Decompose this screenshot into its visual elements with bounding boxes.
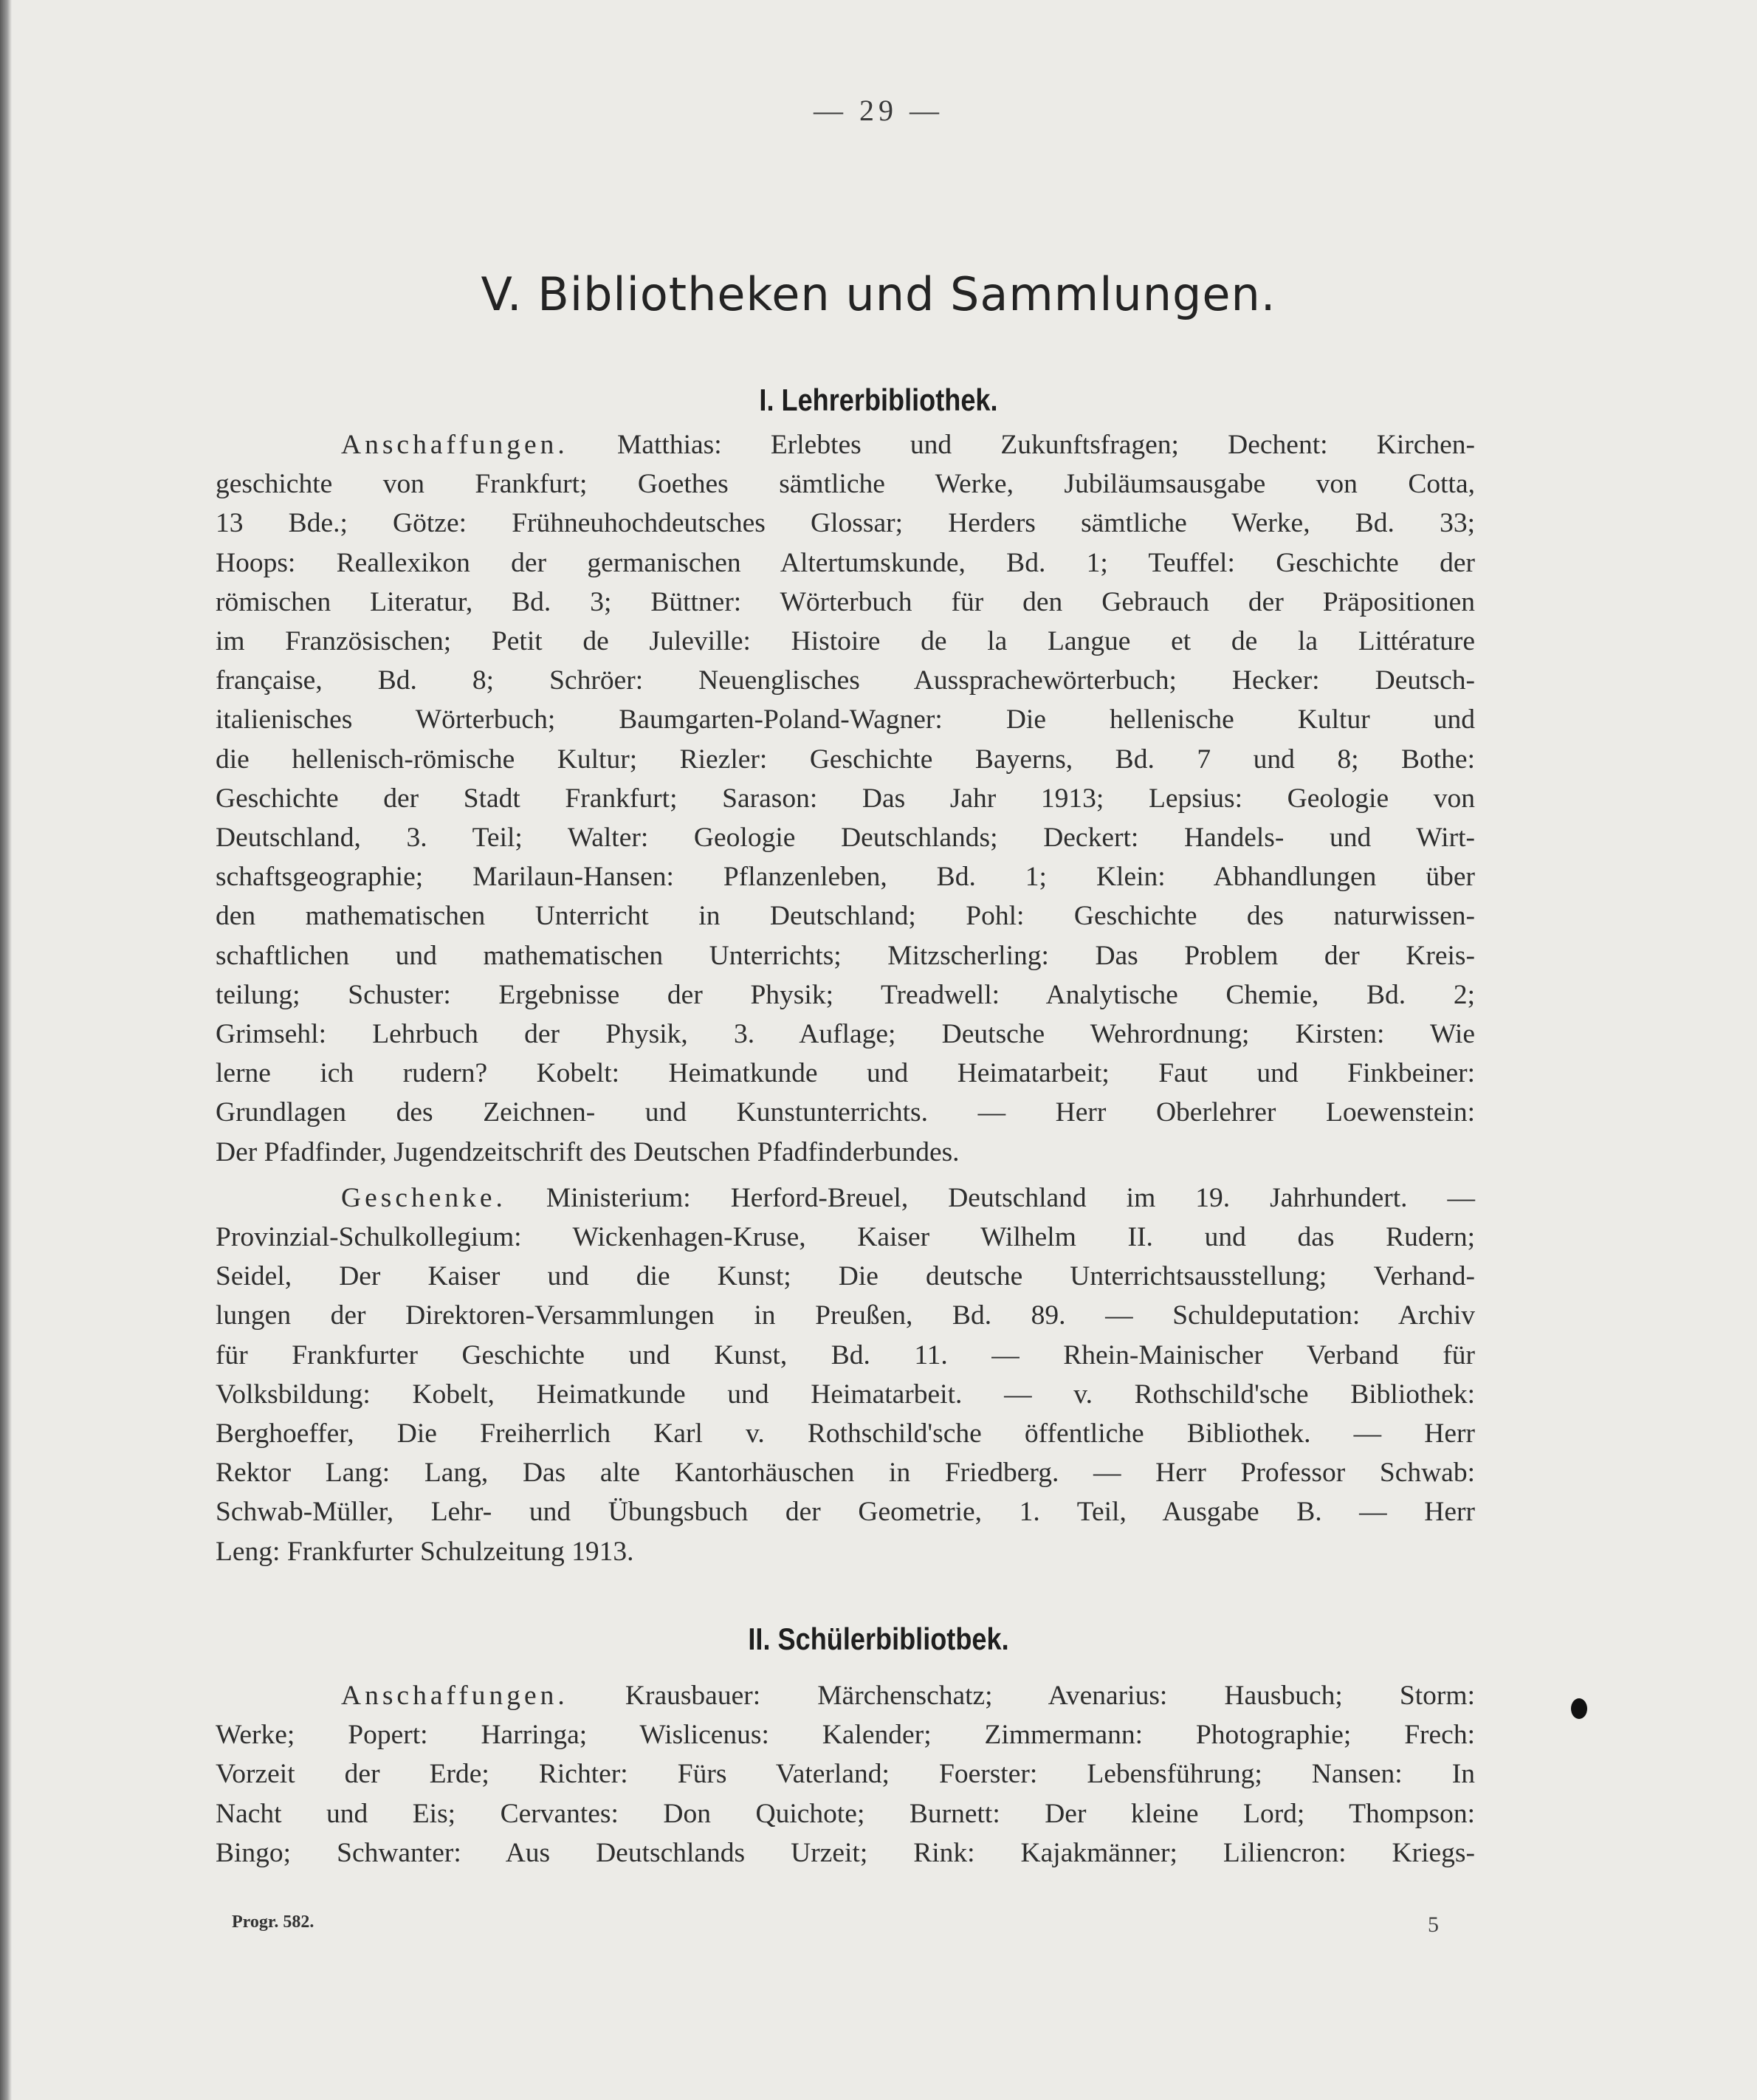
- text-line: française, Bd. 8; Schröer: Neuenglisches Aussprachewörterbuch; Hecker: Deutsch-: [216, 665, 1475, 696]
- text-line: Grimsehl: Lehrbuch der Physik, 3. Auflage; Deutsche Wehrordnung; Kirsten: Wie: [216, 1019, 1475, 1050]
- text-line: für Frankfurter Geschichte und Kunst, Bd. 11. — Rhein-Mainischer Verband für: [216, 1339, 1475, 1370]
- footer-program-number: Progr. 582.: [232, 1912, 314, 1932]
- text-line: Vorzeit der Erde; Richter: Fürs Vaterland; Foerster: Lebensführung; Nansen: In: [216, 1759, 1475, 1790]
- text-line: Grundlagen des Zeichnen- und Kunstunterrichts. — Herr Oberlehrer Loewenstein:: [216, 1097, 1475, 1128]
- text-line: geschichte von Frankfurt; Goethes sämtliche Werke, Jubiläumsausgabe von Cotta,: [216, 469, 1475, 500]
- text-line: Geschichte der Stadt Frankfurt; Sarason: Das Jahr 1913; Lepsius: Geologie von: [216, 783, 1475, 814]
- text-line: den mathematischen Unterricht in Deutschland; Pohl: Geschichte des naturwissen-: [216, 901, 1475, 932]
- text-line: die hellenisch-römische Kultur; Riezler: Geschichte Bayerns, Bd. 7 und 8; Bothe:: [216, 744, 1475, 775]
- text-line: Anschaffungen. Krausbauer: Märchenschatz; Avenarius: Hausbuch; Storm:: [341, 1681, 1475, 1711]
- text-line: Berghoeffer, Die Freiherrlich Karl v. Rothschild'sche öffentliche Bibliothek. — Herr: [216, 1418, 1475, 1449]
- footer-signature-mark: 5: [1428, 1912, 1439, 1937]
- text-line: Hoops: Reallexikon der germanischen Altertumskunde, Bd. 1; Teuffel: Geschichte der: [216, 547, 1475, 578]
- section-title-lehrerbibliothek: I. Lehrerbibliothek.: [759, 382, 998, 417]
- text-line: 13 Bde.; Götze: Frühneuhochdeutsches Glossar; Herders sämtliche Werke, Bd. 33;: [216, 508, 1475, 539]
- text-line: Leng: Frankfurter Schulzeitung 1913.: [216, 1536, 634, 1567]
- section-body-schuelerbibliothek: [216, 1676, 1475, 1873]
- section-body-lehrerbibliothek: [216, 425, 1475, 1571]
- text-line: schaftsgeographie; Marilaun-Hansen: Pflanzenleben, Bd. 1; Klein: Abhandlungen über: [216, 862, 1475, 893]
- lead-word-anschaffungen: Anschaffungen.: [341, 430, 568, 460]
- text-line: Rektor Lang: Lang, Das alte Kantorhäuschen in Friedberg. — Herr Professor Schwab:: [216, 1458, 1475, 1489]
- text-line: Anschaffungen. Matthias: Erlebtes und Zukunftsfragen; Dechent: Kirchen-: [341, 430, 1475, 460]
- text-line: Provinzial-Schulkollegium: Wickenhagen-Kruse, Kaiser Wilhelm II. und das Rudern;: [216, 1222, 1475, 1253]
- text-line: italienisches Wörterbuch; Baumgarten-Poland-Wagner: Die hellenische Kultur und: [216, 704, 1475, 735]
- text-line: Deutschland, 3. Teil; Walter: Geologie Deutschlands; Deckert: Handels- und Wirt-: [216, 823, 1475, 854]
- text-line: Schwab-Müller, Lehr- und Übungsbuch der Geometrie, 1. Teil, Ausgabe B. — Herr: [216, 1497, 1475, 1528]
- text-line: Bingo; Schwanter: Aus Deutschlands Urzeit; Rink: Kajakmänner; Liliencron: Kriegs-: [216, 1837, 1475, 1868]
- text-line: römischen Literatur, Bd. 3; Büttner: Wörterbuch für den Gebrauch der Präpositionen: [216, 586, 1475, 617]
- text-line: im Französischen; Petit de Juleville: Histoire de la Langue et de la Littérature: [216, 626, 1475, 657]
- text-line: Geschenke. Ministerium: Herford-Breuel, Deutschland im 19. Jahrhundert. —: [341, 1182, 1475, 1213]
- text-line: Der Pfadfinder, Jugendzeitschrift des Deutschen Pfadfinderbundes.: [216, 1136, 960, 1167]
- text-line: Werke; Popert: Harringa; Wislicenus: Kalender; Zimmermann: Photographie; Frech:: [216, 1720, 1475, 1751]
- text-line: Nacht und Eis; Cervantes: Don Quichote; Burnett: Der kleine Lord; Thompson:: [216, 1798, 1475, 1829]
- chapter-title: V. Bibliotheken und Sammlungen.: [481, 267, 1276, 321]
- ink-blot: [1571, 1698, 1587, 1719]
- text-line: Seidel, Der Kaiser und die Kunst; Die deutsche Unterrichtsausstellung; Verhand-: [216, 1261, 1475, 1292]
- text-line: Volksbildung: Kobelt, Heimatkunde und Heimatarbeit. — v. Rothschild'sche Bibliothek:: [216, 1379, 1475, 1410]
- text-line: teilung; Schuster: Ergebnisse der Physik; Treadwell: Analytische Chemie, Bd. 2;: [216, 979, 1475, 1010]
- lead-word-geschenke: Geschenke.: [341, 1182, 506, 1213]
- text-line: schaftlichen und mathematischen Unterrichts; Mitzscherling: Das Problem der Kreis-: [216, 940, 1475, 971]
- page-number: — 29 —: [814, 94, 943, 127]
- text-line: lungen der Direktoren-Versammlungen in Preußen, Bd. 89. — Schuldeputation: Archiv: [216, 1300, 1475, 1331]
- text-line: lerne ich rudern? Kobelt: Heimatkunde und Heimatarbeit; Faut und Finkbeiner:: [216, 1058, 1475, 1089]
- lead-word-anschaffungen: Anschaffungen.: [341, 1681, 568, 1711]
- section-title-schuelerbibliothek: II. Schülerbibliotbek.: [748, 1622, 1009, 1656]
